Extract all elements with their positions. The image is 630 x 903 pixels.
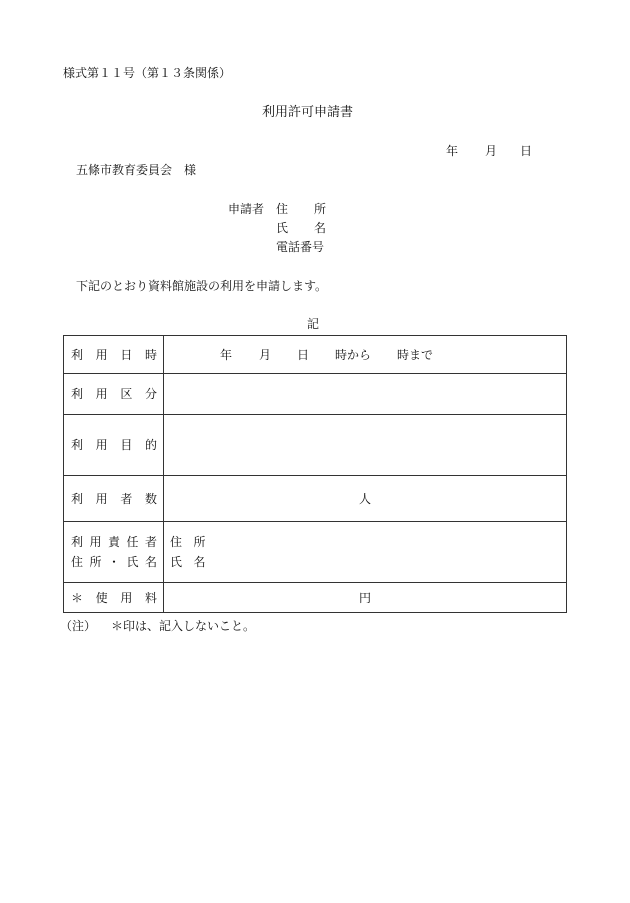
- label-cell: [64, 415, 164, 476]
- label-cell: [64, 522, 164, 583]
- ki-heading: 記: [307, 317, 320, 331]
- resp-name-char: 名: [193, 555, 206, 569]
- label-char: 氏: [126, 555, 139, 569]
- purpose-input[interactable]: [164, 415, 567, 476]
- label-cell: [64, 583, 164, 613]
- category-input[interactable]: [164, 374, 567, 415]
- dt-month: 月: [259, 348, 272, 362]
- label-char: 用: [120, 590, 133, 605]
- label-char: 利: [71, 535, 84, 549]
- label-char: 用: [95, 387, 108, 401]
- label-char: 分: [144, 387, 157, 401]
- label-char: 者: [120, 491, 133, 506]
- dt-year: 年: [220, 348, 233, 362]
- label-char: 使: [95, 590, 108, 605]
- label-char: 任: [126, 535, 139, 549]
- label-cell: [64, 336, 164, 374]
- label-char: 利: [71, 347, 84, 362]
- label-char: 所: [89, 555, 102, 569]
- label-char: 用: [89, 535, 102, 549]
- date-year-label: 年: [446, 144, 459, 158]
- applicant-name-label-2: 名: [314, 221, 327, 235]
- intro-text: 下記のとおり資料館施設の利用を申請します。: [76, 279, 328, 293]
- dt-from: 時から: [335, 348, 372, 362]
- count-unit: 人: [358, 491, 371, 506]
- note-text: ＊印は、記入しないこと。: [111, 619, 256, 633]
- note-label: （注）: [60, 619, 97, 633]
- count-input[interactable]: [164, 476, 567, 522]
- table-row-datetime: [64, 336, 567, 374]
- label-char: ・: [107, 555, 120, 569]
- label-char: 日: [120, 347, 133, 362]
- table-row-count: [64, 476, 567, 522]
- label-char: ＊: [71, 590, 84, 605]
- applicant-address-label-1: 住: [276, 202, 289, 216]
- form-number: 様式第１１号（第１３条関係）: [63, 66, 232, 80]
- label-char: 用: [95, 438, 108, 452]
- date-day-label: 日: [520, 144, 533, 158]
- label-char: 用: [95, 347, 108, 362]
- label-char: 利: [71, 387, 84, 401]
- label-char: 区: [120, 387, 133, 401]
- resp-address-char: 所: [193, 535, 206, 549]
- table-row-category: [64, 374, 567, 415]
- table-row-fee: [64, 583, 567, 613]
- label-char: 用: [95, 491, 108, 506]
- table-row-responsible: [64, 522, 567, 583]
- applicant-name-label-1: 氏: [276, 221, 289, 235]
- label-char: 者: [144, 535, 157, 549]
- resp-address-char: 住: [170, 535, 183, 549]
- label-char: 責: [107, 535, 120, 549]
- label-char: 名: [144, 555, 157, 569]
- datetime-input[interactable]: [164, 336, 567, 374]
- applicant-address-label-2: 所: [314, 202, 327, 216]
- applicant-phone-label: 電話番号: [276, 240, 325, 254]
- addressee: 五條市教育委員会 様: [76, 163, 197, 177]
- document-title: 利用許可申請書: [262, 105, 354, 120]
- table-row-purpose: [64, 415, 567, 476]
- label-char: 料: [144, 590, 157, 605]
- label-char: 的: [144, 438, 157, 452]
- fee-unit: 円: [358, 590, 371, 605]
- dt-until: 時まで: [397, 348, 434, 362]
- label-char: 利: [71, 491, 84, 506]
- label-char: 住: [71, 555, 84, 569]
- label-char: 時: [144, 347, 157, 362]
- date-month-label: 月: [485, 144, 498, 158]
- label-cell: [64, 476, 164, 522]
- label-char: 数: [144, 491, 157, 506]
- responsible-input[interactable]: [164, 522, 567, 583]
- label-char: 目: [120, 438, 133, 452]
- label-cell: [64, 374, 164, 415]
- applicant-label: 申請者: [228, 202, 265, 216]
- fee-cell: [164, 583, 567, 613]
- application-table: [63, 335, 567, 613]
- dt-day: 日: [297, 348, 310, 362]
- resp-name-char: 氏: [170, 555, 183, 569]
- label-char: 利: [71, 438, 84, 452]
